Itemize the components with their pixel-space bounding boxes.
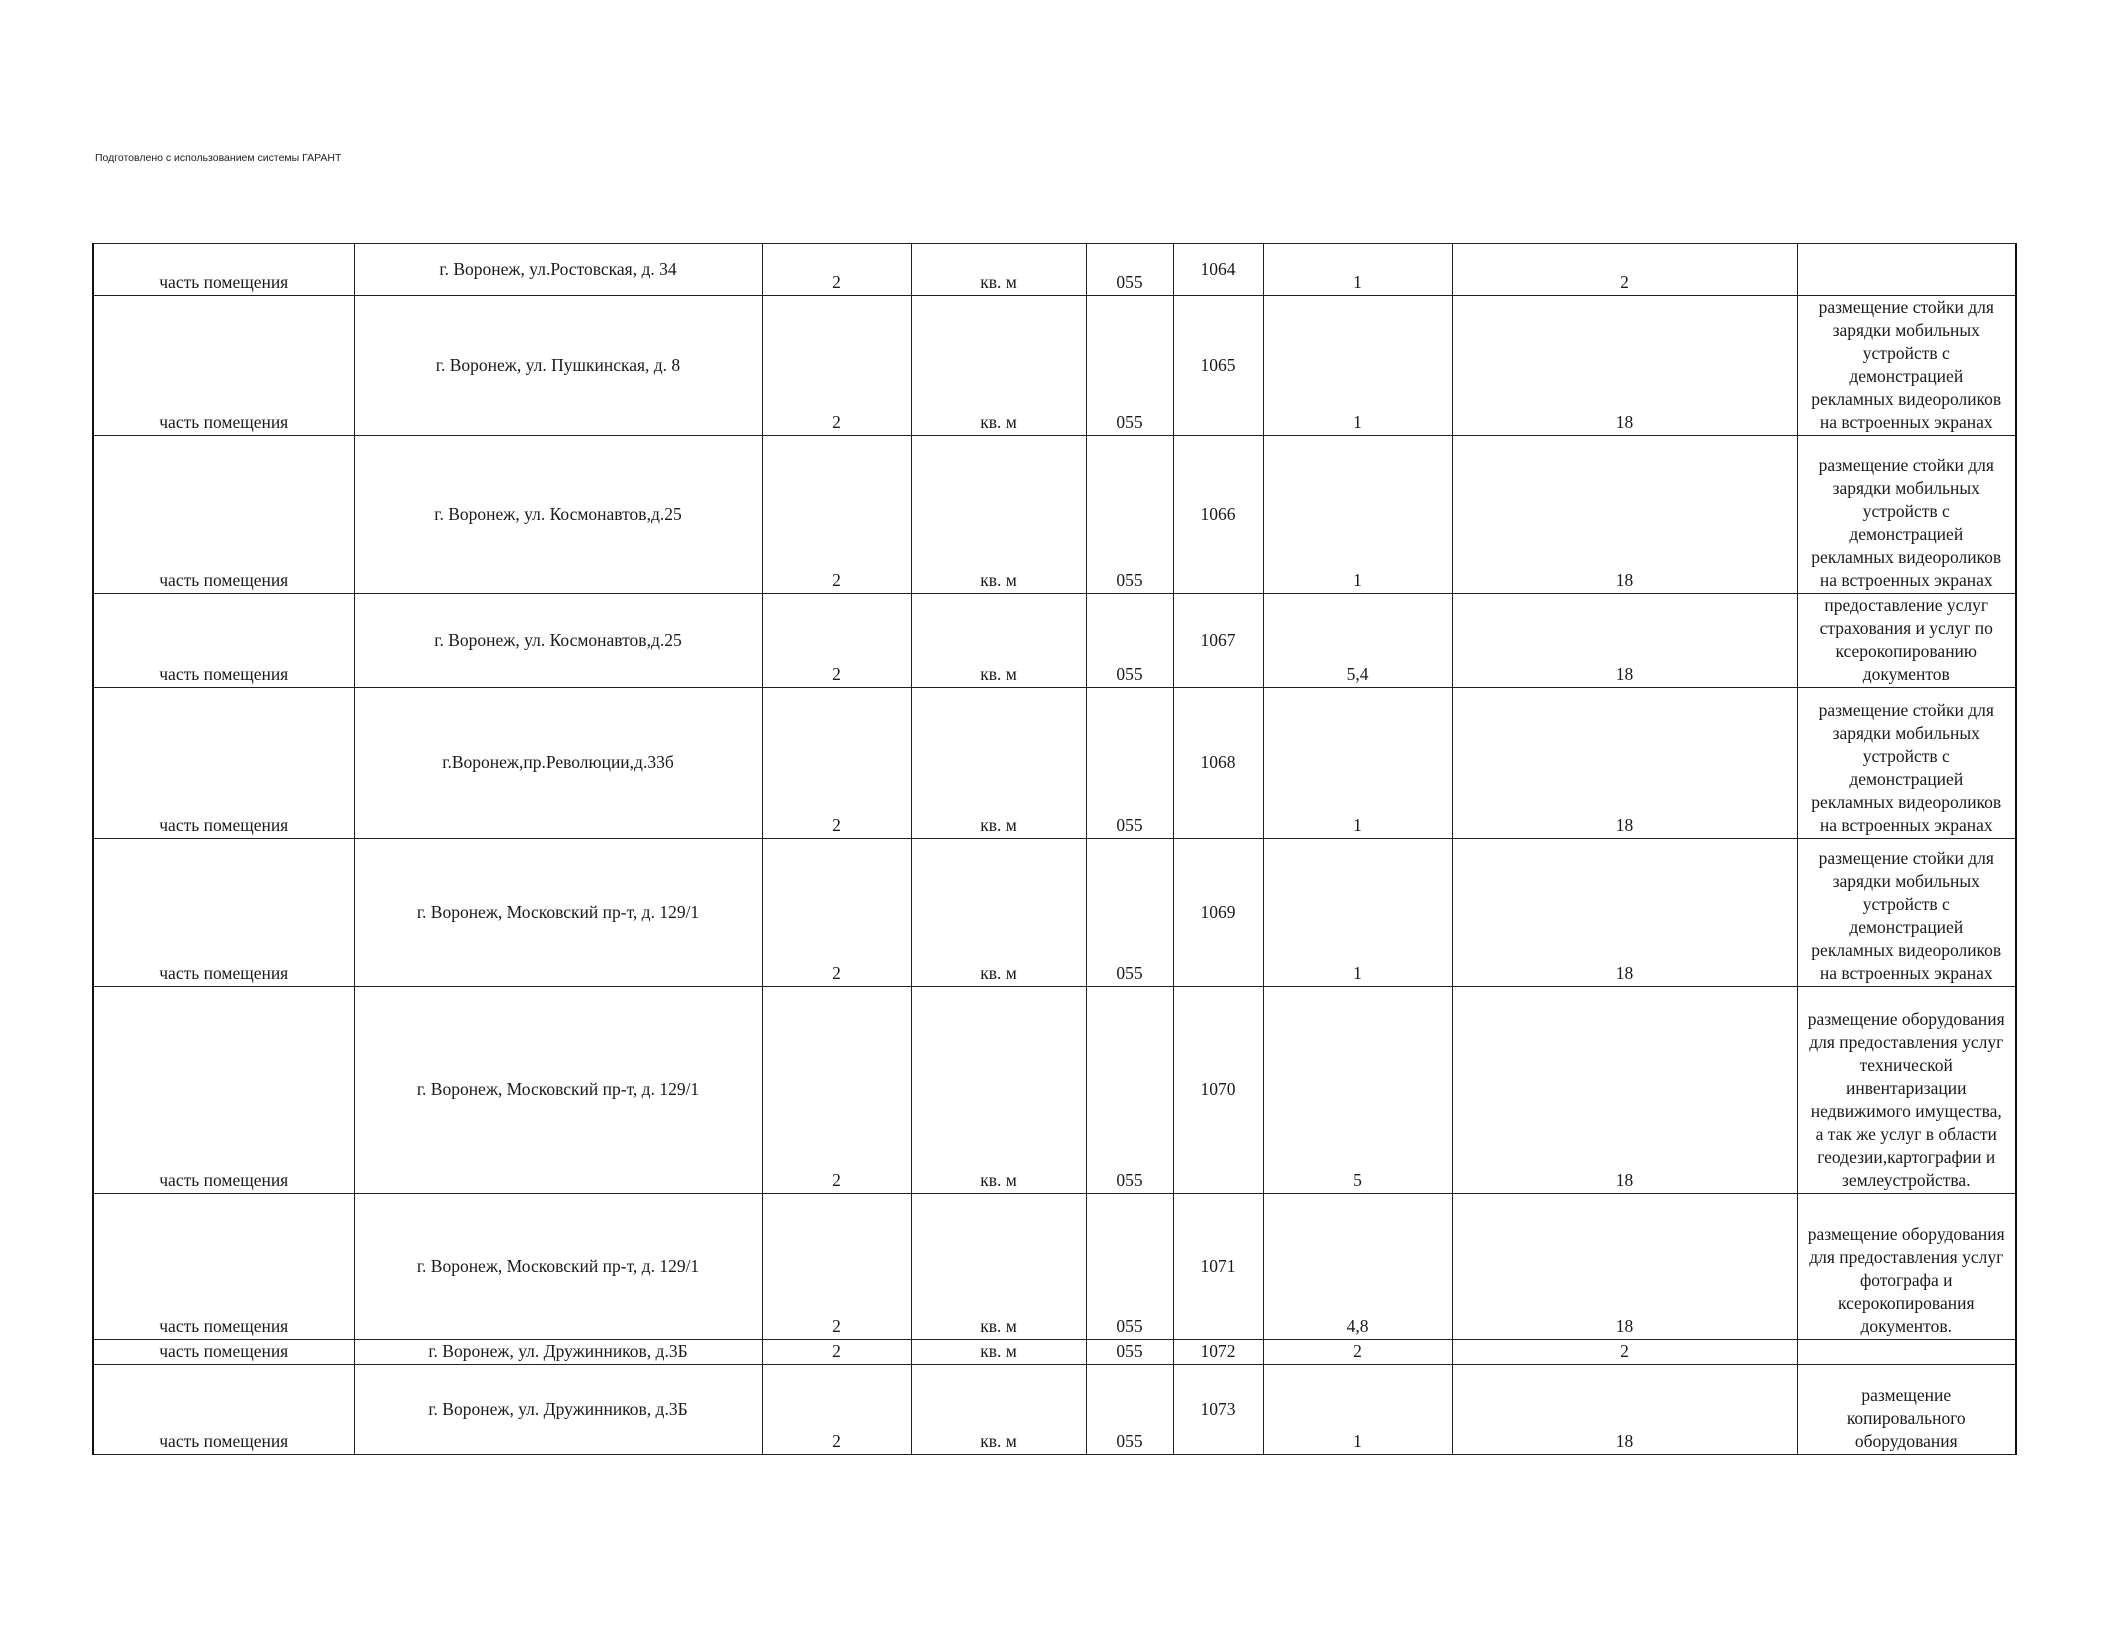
address-cell: г.Воронеж,пр.Революции,д.33б	[354, 688, 762, 839]
purpose-line: устройств с	[1862, 501, 1950, 521]
record-number-cell: 1069	[1173, 839, 1263, 987]
object-type-cell: часть помещения	[93, 1365, 354, 1455]
purpose-line: размещение стойки для	[1818, 455, 1994, 475]
purpose-line: размещение стойки для	[1818, 848, 1994, 868]
record-number-cell: 1064	[1173, 244, 1263, 296]
address-cell: г. Воронеж, ул. Космонавтов,д.25	[354, 594, 762, 688]
address-cell: г. Воронеж, ул. Пушкинская, д. 8	[354, 296, 762, 436]
floor-cell: 2	[762, 987, 911, 1194]
okei-code-cell: 055	[1086, 1365, 1173, 1455]
purpose-line: рекламных видеороликов	[1811, 547, 2002, 567]
record-number-cell: 1071	[1173, 1194, 1263, 1340]
purpose-line: геодезии,картографии и	[1817, 1147, 1996, 1167]
record-number-cell: 1068	[1173, 688, 1263, 839]
term-cell: 18	[1452, 436, 1797, 594]
purpose-cell	[1797, 987, 2016, 1194]
unit-cell: кв. м	[911, 436, 1086, 594]
purpose-line: размещение стойки для	[1818, 700, 1994, 720]
purpose-line: копировального	[1846, 1408, 1966, 1428]
unit-cell: кв. м	[911, 839, 1086, 987]
purpose-line: страхования и услуг по	[1819, 618, 1993, 638]
record-number-cell: 1067	[1173, 594, 1263, 688]
okei-code-cell: 055	[1086, 436, 1173, 594]
table-row	[93, 296, 2016, 436]
purpose-line: рекламных видеороликов	[1811, 792, 2002, 812]
object-type-cell: часть помещения	[93, 436, 354, 594]
floor-cell: 2	[762, 839, 911, 987]
object-type-cell: часть помещения	[93, 594, 354, 688]
unit-cell: кв. м	[911, 688, 1086, 839]
object-type-cell: часть помещения	[93, 244, 354, 296]
purpose-line: для предоставления услуг	[1809, 1032, 2004, 1052]
table-row	[93, 244, 2016, 296]
term-cell: 2	[1452, 1340, 1797, 1365]
purpose-line: на встроенных экранах	[1819, 412, 1993, 432]
floor-cell: 2	[762, 296, 911, 436]
purpose-line: на встроенных экранах	[1819, 815, 1993, 835]
purpose-line: на встроенных экранах	[1819, 963, 1993, 983]
term-cell: 18	[1452, 688, 1797, 839]
table-row	[93, 594, 2016, 688]
purpose-line: документов.	[1860, 1316, 1952, 1336]
purpose-line: устройств с	[1862, 746, 1950, 766]
floor-cell: 2	[762, 1340, 911, 1365]
purpose-line: размещение оборудования	[1807, 1224, 2005, 1244]
purpose-line: технической	[1859, 1055, 1953, 1075]
purpose-line: рекламных видеороликов	[1811, 389, 2002, 409]
area-cell: 4,8	[1263, 1194, 1452, 1340]
purpose-line: демонстрацией	[1849, 917, 1964, 937]
garant-header-note: Подготовлено с использованием системы ГАРАНТ	[95, 152, 342, 164]
okei-code-cell: 055	[1086, 839, 1173, 987]
purpose-line: зарядки мобильных	[1832, 871, 1980, 891]
unit-cell: кв. м	[911, 987, 1086, 1194]
unit-cell: кв. м	[911, 1194, 1086, 1340]
area-cell: 1	[1263, 1365, 1452, 1455]
purpose-cell	[1797, 244, 2016, 296]
table-row	[93, 1194, 2016, 1340]
address-cell: г. Воронеж, Московский пр-т, д. 129/1	[354, 987, 762, 1194]
term-cell: 18	[1452, 987, 1797, 1194]
area-cell: 1	[1263, 296, 1452, 436]
address-cell: г. Воронеж, ул. Космонавтов,д.25	[354, 436, 762, 594]
address-cell: г. Воронеж, ул.Ростовская, д. 34	[354, 244, 762, 296]
unit-cell: кв. м	[911, 244, 1086, 296]
okei-code-cell: 055	[1086, 1194, 1173, 1340]
area-cell: 1	[1263, 839, 1452, 987]
purpose-line: устройств с	[1862, 894, 1950, 914]
purpose-line: зарядки мобильных	[1832, 478, 1980, 498]
address-cell: г. Воронеж, Московский пр-т, д. 129/1	[354, 1194, 762, 1340]
unit-cell: кв. м	[911, 296, 1086, 436]
purpose-line: оборудования	[1854, 1431, 1958, 1451]
floor-cell: 2	[762, 244, 911, 296]
table-row	[93, 1365, 2016, 1455]
area-cell: 1	[1263, 436, 1452, 594]
object-type-cell: часть помещения	[93, 987, 354, 1194]
purpose-cell	[1797, 1365, 2016, 1455]
unit-cell: кв. м	[911, 594, 1086, 688]
okei-code-cell: 055	[1086, 296, 1173, 436]
purpose-cell	[1797, 1340, 2016, 1365]
floor-cell: 2	[762, 436, 911, 594]
okei-code-cell: 055	[1086, 688, 1173, 839]
purpose-line: инвентаризации	[1845, 1078, 1967, 1098]
purpose-line: демонстрацией	[1849, 524, 1964, 544]
table-row	[93, 688, 2016, 839]
record-number-cell: 1066	[1173, 436, 1263, 594]
purpose-cell	[1797, 1194, 2016, 1340]
purpose-line: ксерокопирования	[1838, 1293, 1975, 1313]
term-cell: 2	[1452, 244, 1797, 296]
object-type-cell: часть помещения	[93, 839, 354, 987]
purpose-line: землеустройства.	[1841, 1170, 1971, 1190]
purpose-line: на встроенных экранах	[1819, 570, 1993, 590]
premises-table	[92, 243, 2017, 1455]
purpose-line: зарядки мобильных	[1832, 723, 1980, 743]
term-cell: 18	[1452, 594, 1797, 688]
purpose-line: документов	[1862, 664, 1950, 684]
floor-cell: 2	[762, 1194, 911, 1340]
table-row	[93, 1340, 2016, 1365]
purpose-line: а так же услуг в области	[1815, 1124, 1997, 1144]
area-cell: 1	[1263, 244, 1452, 296]
okei-code-cell: 055	[1086, 244, 1173, 296]
area-cell: 2	[1263, 1340, 1452, 1365]
floor-cell: 2	[762, 594, 911, 688]
purpose-line: размещение	[1861, 1385, 1952, 1405]
unit-cell: кв. м	[911, 1340, 1086, 1365]
purpose-line: ксерокопированию	[1835, 641, 1977, 661]
purpose-line: фотографа и	[1859, 1270, 1953, 1290]
purpose-line: предоставление услуг	[1824, 595, 1989, 615]
object-type-cell: часть помещения	[93, 1194, 354, 1340]
record-number-cell: 1065	[1173, 296, 1263, 436]
purpose-cell	[1797, 594, 2016, 688]
table-row	[93, 839, 2016, 987]
address-cell: г. Воронеж, ул. Дружинников, д.3Б	[354, 1340, 762, 1365]
purpose-line: размещение оборудования	[1807, 1009, 2005, 1029]
table-row	[93, 987, 2016, 1194]
record-number-cell: 1070	[1173, 987, 1263, 1194]
purpose-line: рекламных видеороликов	[1811, 940, 2002, 960]
okei-code-cell: 055	[1086, 987, 1173, 1194]
floor-cell: 2	[762, 1365, 911, 1455]
purpose-cell	[1797, 688, 2016, 839]
record-number-cell: 1072	[1173, 1340, 1263, 1365]
purpose-line: для предоставления услуг	[1809, 1247, 2004, 1267]
purpose-line: размещение стойки для	[1818, 297, 1994, 317]
purpose-line: демонстрацией	[1849, 769, 1964, 789]
term-cell: 18	[1452, 1194, 1797, 1340]
okei-code-cell: 055	[1086, 594, 1173, 688]
area-cell: 5	[1263, 987, 1452, 1194]
address-cell: г. Воронеж, Московский пр-т, д. 129/1	[354, 839, 762, 987]
purpose-line: недвижимого имущества,	[1810, 1101, 2002, 1121]
purpose-line: устройств с	[1862, 343, 1950, 363]
floor-cell: 2	[762, 688, 911, 839]
object-type-cell: часть помещения	[93, 296, 354, 436]
purpose-line: зарядки мобильных	[1832, 320, 1980, 340]
purpose-cell	[1797, 839, 2016, 987]
address-cell: г. Воронеж, ул. Дружинников, д.3Б	[354, 1365, 762, 1455]
purpose-cell	[1797, 436, 2016, 594]
object-type-cell: часть помещения	[93, 1340, 354, 1365]
object-type-cell: часть помещения	[93, 688, 354, 839]
unit-cell: кв. м	[911, 1365, 1086, 1455]
purpose-line: демонстрацией	[1849, 366, 1964, 386]
table-row	[93, 436, 2016, 594]
area-cell: 1	[1263, 688, 1452, 839]
area-cell: 5,4	[1263, 594, 1452, 688]
record-number-cell: 1073	[1173, 1365, 1263, 1455]
term-cell: 18	[1452, 1365, 1797, 1455]
purpose-cell	[1797, 296, 2016, 436]
okei-code-cell: 055	[1086, 1340, 1173, 1365]
term-cell: 18	[1452, 839, 1797, 987]
term-cell: 18	[1452, 296, 1797, 436]
